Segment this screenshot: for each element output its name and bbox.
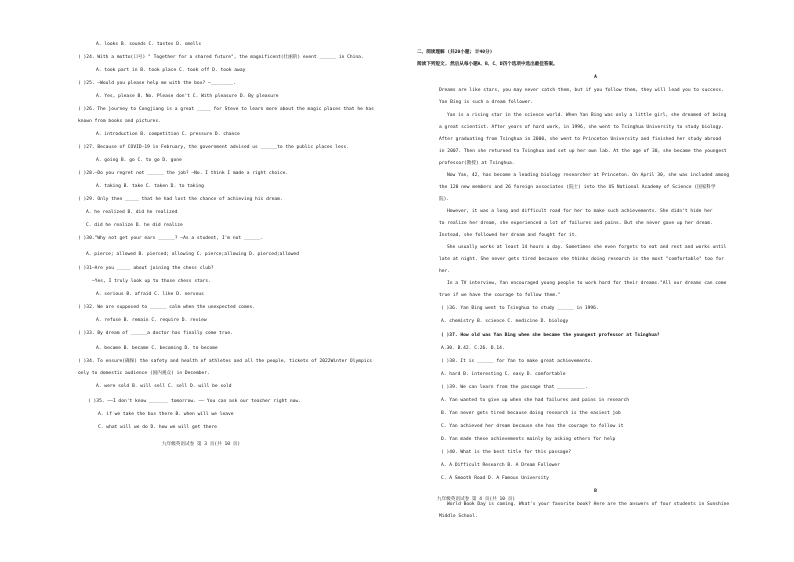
right-text-line: B. Yan never gets tired because doing research is the easiest job xyxy=(441,411,621,416)
right-text-line: 阅读下列短文, 然后从每小题A、B、C、D四个选项中选出最佳答案。 xyxy=(417,62,558,67)
left-text-line: C. did he realize D. he did realize xyxy=(86,223,183,228)
right-text-line: B xyxy=(594,489,597,494)
left-text-line: ( )32. We are supposed to ______ calm when the unexpected comes. xyxy=(78,305,256,310)
left-text-line: ( )35. ——I don't know _______ tomorrow. —— You can ask our teacher right now. xyxy=(88,399,301,404)
right-text-line: D. Yan made these achievements mainly by asking others for help xyxy=(441,437,616,442)
right-text-line: Instead, she followed her dream and fought for it. xyxy=(439,233,578,238)
left-text-line: ( )34. To ensure(确保) the safety and health of athletes and all the people, tickets of 2022Winter Olympics xyxy=(78,359,373,364)
left-text-line: A. became B. became C. becoming D. to become xyxy=(96,346,218,351)
right-text-line: A. A Difficult Research B. A Dream Follower xyxy=(441,463,560,468)
right-text-line: A xyxy=(594,75,597,80)
left-text-line: A. taking B. take C. taken D. to taking xyxy=(96,184,204,189)
right-text-line: ( )39. We can learn from the passage that __________. xyxy=(441,385,588,390)
left-text-line: only to domestic audience (国内观众) in December. xyxy=(78,371,210,376)
right-text-line: a great scientist. After years of hard work, in 1996, she went to Tsinghua University to study biology. xyxy=(439,125,724,130)
right-text-line: In a TV interview, Yan encouraged young people to work hard for their dreams."All our dreams can come xyxy=(447,281,727,286)
left-text-line: known from books and pictures. xyxy=(78,119,161,124)
left-text-line: —Yes, I truly look up to those chess stars. xyxy=(92,279,211,284)
left-text-line: A. looks B. sounds C. tastes D. smells xyxy=(96,42,202,47)
left-text-line: A. he realized B. did he realized xyxy=(86,210,178,215)
left-text-line: A. took part in B. took place C. took off D. took away xyxy=(96,68,246,73)
left-text-line: A. refuse B. remain C. require D. review xyxy=(96,318,207,323)
right-text-line: in 2007. Then she returned to Tsinghua and set up her own lab. At the age of 30, she became the youngest xyxy=(439,149,727,154)
left-page-footer: 九年级英语试卷 第 3 页(共 10 页) xyxy=(162,442,241,447)
left-text-line: A. Yes, please B. No. Please don't C. With pleasure D. By pleasure xyxy=(96,94,279,99)
right-text-line: A. chemistry B. science C. medicine D. biology xyxy=(441,319,569,324)
right-text-line: Yan Bing is such a dream follower. xyxy=(439,100,534,105)
left-text-line: ( )33. By dream of ______a doctor has finally come true. xyxy=(78,331,233,336)
right-text-line: A. Yan wanted to give up when she had failures and pains in research xyxy=(441,398,630,403)
left-text-line: ( )25. —Would you please help me with the box? —________. xyxy=(78,81,236,86)
right-text-line: C. Yan achieved her dream because she has the courage to follow it xyxy=(441,424,624,429)
right-text-line: Middle School. xyxy=(439,514,478,519)
left-text-line: ( )31—Are you _____ about joining the chess club? xyxy=(78,266,214,271)
left-text-line: A. going B. go C. to go D. gone xyxy=(96,158,182,163)
right-text-line: ( )38. It is ______ for Yan to make great achievements. xyxy=(441,359,594,364)
left-text-line: ( )29. Only then _____ that he had lost the chance of achieving his dream. xyxy=(78,197,283,202)
right-text-line: ( )36. Yan Bing went to Tsinghua to study ______ in 1996. xyxy=(441,306,599,311)
left-text-line: ( )30."Why not get your ears ______? —As a student, I'm not ______. xyxy=(78,236,264,241)
left-text-line: ( )27. Because of COVID-19 in February, the government advised us ______to the public places less. xyxy=(78,145,350,150)
left-text-line: A. were sold B. will sell C. sell D. will be sold xyxy=(96,384,232,389)
right-text-line: Now Yan, 42, has become a leading biology researcher at Princeton. On April 30, she was included among xyxy=(447,173,730,178)
right-text-line: World Book Day is coming. What's your favorite book? Here are the answers of four students in Sunshine xyxy=(447,502,730,507)
right-text-line: A.30. B.42. C.26. D.14. xyxy=(441,346,505,351)
right-text-line: 院). xyxy=(439,197,450,202)
right-text-line: professor(教授) at Tsinghua. xyxy=(439,161,515,166)
left-text-line: C. what will we do D. how we will get there xyxy=(98,425,217,430)
left-text-line: ( )26. The journey to Congjiang is a great _____ for Steve to learn more about the magic places that he has xyxy=(78,107,374,112)
right-text-line: Yan is a rising star in the science world. When Yan Bing was only a little girl, she dreamed of being xyxy=(447,113,727,118)
right-text-line: She usually works at least 14 hours a day. Sometimes she even forgets to eat and rest and works until xyxy=(447,245,727,250)
left-text-line: A. pierce; allowed B. pierced; allowing C. pierce;allowing D. pierced;allowed xyxy=(86,252,299,257)
right-text-line: C. A Smooth Road D. A Famous University xyxy=(441,476,549,481)
page-4 xyxy=(397,0,794,562)
left-text-line: A. introduction B. competition C. pressure D. chance xyxy=(96,132,240,137)
right-text-line: 二、阅读理解 (共20小题; 计40分) xyxy=(417,50,493,55)
right-page-footer: 九年级英语试卷 第 4 页(共 10 页) xyxy=(437,497,516,502)
right-text-line: true if we have the courage to follow them." xyxy=(439,293,561,298)
right-text-line: A. hard B. interesting C. easy D. comfortable xyxy=(441,372,566,377)
left-text-line: A. serious B. afraid C. like D. nervous xyxy=(96,292,204,297)
left-text-line: ( )28.—Do you regret not ______ the job? —No. I think I made a right choice. xyxy=(78,171,289,176)
right-text-line: her. xyxy=(439,269,451,274)
right-text-line: Dreams are like stars, you may never catch them, but if you follow them, they will lead you to success. xyxy=(439,88,724,93)
right-text-line: the 120 new members and 26 foreign associates (院士) into the US National Academy of Science (国家科学 xyxy=(439,185,716,190)
right-text-line: However, it was a long and difficult road for her to make such achievements. She didn't hide her xyxy=(447,209,713,214)
left-text-line: ( )24. With a motto(口号) " Together for a shared future", the magnificent(壮丽的) event ______ in China. xyxy=(78,55,364,60)
right-text-line: ( )37. How old was Yan Bing when she became the youngest professor at Tsinghua? xyxy=(441,333,660,338)
right-text-line: ( )40. What is the best title for this passage? xyxy=(441,450,571,455)
left-text-line: A. if we take the bus there B. when will we leave xyxy=(98,412,234,417)
right-text-line: to realize her dream, she experienced a lot of failures and pains. But she never gave up her dream. xyxy=(439,221,713,226)
right-text-line: late at night. She never gets tired because she thinks doing research is the most "comfortable" too for xyxy=(439,257,724,262)
right-text-line: After graduating from Tsinghua in 2000, she went to Princeton University and finished her study abroad xyxy=(439,137,722,142)
